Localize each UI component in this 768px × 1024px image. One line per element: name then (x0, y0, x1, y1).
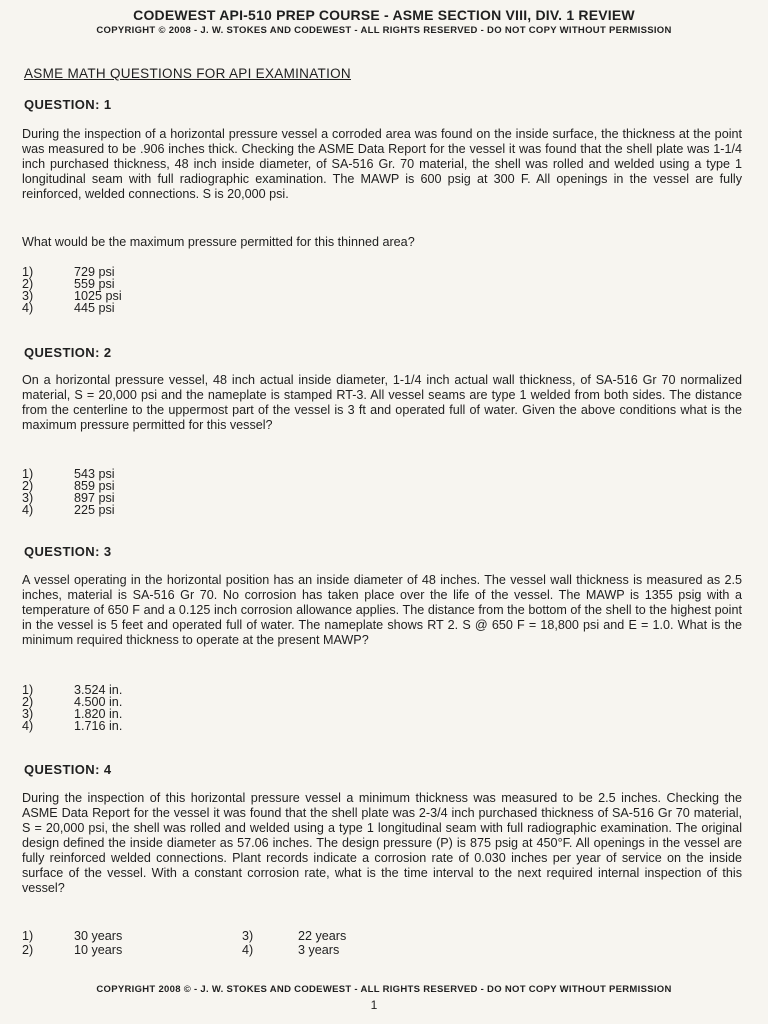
question-3-label: QUESTION: 3 (24, 544, 112, 559)
question-4-text: During the inspection of this horizontal pressure vessel a minimum thickness was measured to be 2.5 inches. Checking the ASME Data Report for the vessel it was found that the shell plate was 2-3/4 inch purchased thickness of SA-516 Gr 70 material, S = 20,000 psi, the shell was rolled and welded using a type 1 longitudinal seam with full radiographic examination. The original design defined the inside diameter as 57.06 inches. The design pressure (P) is 875 psig at 450°F. All openings in the vessel are fully reinforced welded connections. Plant records indicate a corrosion rate of 0.030 inches per year of service on the inside surface of the vessel. With a constant corrosion rate, what is the time interval to the next required internal inspection of this vessel? (22, 791, 742, 895)
option (22, 302, 122, 314)
option-number: 2) (22, 277, 34, 291)
question-1-ask: What would be the maximum pressure permitted for this thinned area? (22, 235, 415, 249)
option-number: 4) (22, 719, 34, 733)
option-value: 897 psi (74, 491, 115, 505)
option-value: 10 years (74, 943, 123, 957)
option-row (22, 943, 346, 957)
option-value: 543 psi (74, 467, 115, 481)
option-number: 3) (22, 491, 34, 505)
question-2-options (22, 468, 115, 516)
option-row (22, 929, 346, 943)
question-3-options (22, 684, 122, 732)
option-value: 559 psi (74, 277, 115, 291)
question-3-text: A vessel operating in the horizontal position has an inside diameter of 48 inches. The vessel wall thickness is measured as 2.5 inches, material is SA-516 Gr 70. No corrosion has taken place over the life of the vessel. The MAWP is 1355 psig with a temperature of 650 F and a 0.125 inch corrosion allowance applies. The distance from the bottom of the shell to the highest point in the vessel is 5 feet and operated full of water. The nameplate shows RT 2. S @ 650 F = 18,800 psi and E = 1.0. What is the minimum required thickness to operate at the present MAWP? (22, 573, 742, 647)
option-value: 4.500 in. (74, 695, 123, 709)
option-value: 3.524 in. (74, 683, 123, 697)
option-number: 1) (22, 265, 34, 279)
question-4-label: QUESTION: 4 (24, 762, 112, 777)
option-number: 4) (242, 943, 254, 957)
header-title: CODEWEST API-510 PREP COURSE - ASME SECTION VIII, DIV. 1 REVIEW (133, 7, 635, 23)
option-value: 1.716 in. (74, 719, 123, 733)
option-value: 729 psi (74, 265, 115, 279)
header-copyright: COPYRIGHT © 2008 - J. W. STOKES AND CODEWEST - ALL RIGHTS RESERVED - DO NOT COPY WITHOUT PERMISSION (96, 25, 672, 36)
question-1-label: QUESTION: 1 (24, 97, 112, 112)
question-1-text: During the inspection of a horizontal pressure vessel a corroded area was found on the inside surface, the thickness at the point was measured to be .906 inches thick. Checking the ASME Data Report for the vessel it was found that the shell plate was 1-1/4 inch purchased thickness, 48 inch inside diameter, of SA-516 Gr. 70 material, the shell was rolled and welded using a type 1 longitudinal seam with full radiographic examination. The MAWP is 600 psig at 300 F. All openings in the vessel are fully reinforced, welded connections. S is 20,000 psi. (22, 127, 742, 201)
option-number: 1) (22, 929, 34, 943)
option-number: 2) (22, 943, 34, 957)
option-value: 1.820 in. (74, 707, 123, 721)
option-number: 3) (22, 707, 34, 721)
footer-copyright: COPYRIGHT 2008 © - J. W. STOKES AND CODEWEST - ALL RIGHTS RESERVED - DO NOT COPY WITHOUT PERMISSION (96, 984, 672, 995)
option-number: 4) (22, 301, 34, 315)
option-number: 2) (22, 695, 34, 709)
option-value: 225 psi (74, 503, 115, 517)
option-value: 3 years (298, 943, 340, 957)
question-2-text: On a horizontal pressure vessel, 48 inch actual inside diameter, 1-1/4 inch actual wall thickness, of SA-516 Gr 70 normalized material, S = 20,000 psi and the nameplate is stamped RT-3. All vessel seams are type 1 welded from both sides. The distance from the centerline to the uppermost part of the vessel is 3 ft and operated full of water. Given the above conditions what is the maximum pressure permitted for this vessel? (22, 373, 742, 432)
question-1-options (22, 266, 122, 314)
option-number: 4) (22, 503, 34, 517)
option-value: 859 psi (74, 479, 115, 493)
page-number: 1 (370, 998, 378, 1012)
option-number: 1) (22, 467, 34, 481)
question-2-label: QUESTION: 2 (24, 345, 112, 360)
option (22, 504, 115, 516)
option (22, 720, 122, 732)
option-number: 2) (22, 479, 34, 493)
question-4-options (22, 929, 346, 957)
option-value: 445 psi (74, 301, 115, 315)
option-number: 1) (22, 683, 34, 697)
option-number: 3) (22, 289, 34, 303)
section-title: ASME MATH QUESTIONS FOR API EXAMINATION (24, 66, 351, 81)
option-value: 30 years (74, 929, 123, 943)
option-number: 3) (242, 929, 254, 943)
option-value: 22 years (298, 929, 347, 943)
option-value: 1025 psi (74, 289, 122, 303)
